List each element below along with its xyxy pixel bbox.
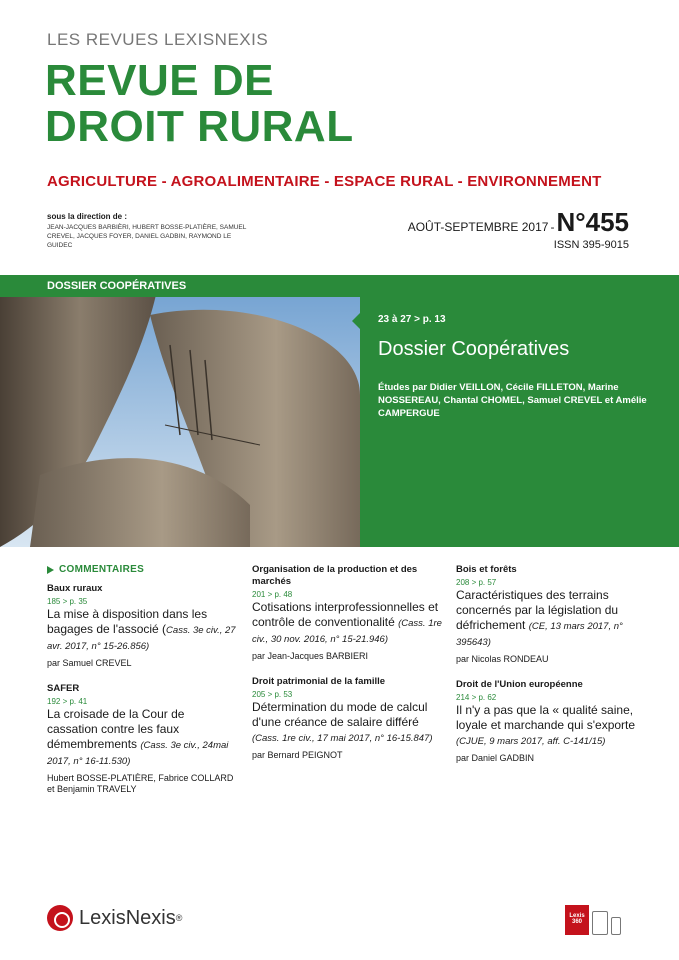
entry-ref: 208 > p. 57 <box>456 578 497 587</box>
devices-badge <box>565 905 621 935</box>
entry-author: par Nicolas RONDEAU <box>456 654 549 664</box>
entry-author: par Bernard PEIGNOT <box>252 750 343 760</box>
entry-author: Hubert BOSSE-PLATIÈRE, Fabrice COLLARD et Benjamin TRAVELY <box>47 773 234 794</box>
entry-title-text: Cotisations interprofessionnelles et contrôle de conventionalité <box>252 600 439 629</box>
direction-names: JEAN-JACQUES BARBIÈRI, HUBERT BOSSE-PLATIÈRE, SAMUEL CREVEL, JACQUES FOYER, DANIEL GADBIN, RAYMOND LE GUIDEC <box>47 224 247 249</box>
journal-title-line2: DROIT RURAL <box>45 102 354 151</box>
entry-author: par Daniel GADBIN <box>456 753 535 763</box>
tablet-icon <box>592 911 608 935</box>
direction-label: sous la direction de : <box>47 212 128 221</box>
entry-title <box>47 607 237 654</box>
entry-title-text: La croisade de la Cour de cassation contre les faux démembrements <box>47 707 185 751</box>
entry <box>252 676 442 761</box>
entry-ref: 214 > p. 62 <box>456 693 497 702</box>
journal-title-line1: REVUE DE <box>45 56 274 105</box>
issue-block <box>408 207 629 251</box>
issue-separator: - <box>550 220 555 234</box>
entry <box>47 583 237 669</box>
entry <box>47 683 237 795</box>
entry-title <box>252 600 442 647</box>
feature-panel <box>360 275 679 547</box>
box-label-1: Lexis <box>569 913 585 919</box>
entry-category: Organisation de la production et des marchés <box>252 564 418 587</box>
logo-text: LexisNexis <box>79 906 176 929</box>
entry-title <box>456 588 646 650</box>
entry-citation: (CJUE, 9 mars 2017, aff. C-141/15) <box>456 736 606 747</box>
journal-subtitle: AGRICULTURE - AGROALIMENTAIRE - ESPACE RURAL - ENVIRONNEMENT <box>47 173 602 190</box>
feature-block <box>0 275 679 547</box>
entry-citation: (Cass. 3e civ., 24mai 2017, n° 16-11.530) <box>47 740 229 767</box>
box-label-2: 360 <box>571 919 582 925</box>
entry-category: SAFER <box>47 683 80 694</box>
entry-category: Baux ruraux <box>47 583 103 594</box>
entry-author: par Jean-Jacques BARBIERI <box>252 651 369 661</box>
journal-title <box>45 58 354 150</box>
entry-ref: 185 > p. 35 <box>47 597 88 606</box>
entry-author: par Samuel CREVEL <box>47 658 132 668</box>
feature-heading: Dossier Coopératives <box>378 338 570 360</box>
column-2 <box>252 564 442 775</box>
series-label: LES REVUES LEXISNEXIS <box>47 30 269 49</box>
entry-ref: 201 > p. 48 <box>252 590 293 599</box>
entry-citation: Cass. 3e civ., 27 avr. 2017, n° 15-26.856) <box>47 625 236 652</box>
entry-title-text: Détermination du mode de calcul d'une créance de salaire différé <box>252 700 428 729</box>
entry-ref: 205 > p. 53 <box>252 690 293 699</box>
issue-row <box>408 207 629 238</box>
entry-title-text: Il n'y a pas que la « qualité saine, loyale et marchande qui s'exporte <box>456 703 636 732</box>
entry-ref: 192 > p. 41 <box>47 697 88 706</box>
entry <box>456 679 646 764</box>
entry-title <box>47 707 237 769</box>
column-1 <box>47 564 237 809</box>
entry-category: Bois et forêts <box>456 564 517 575</box>
issue-date: AOÛT-SEPTEMBRE 2017 <box>407 220 549 234</box>
entry-citation: (Cass. 1re civ., 17 mai 2017, n° 16-15.847) <box>252 733 433 744</box>
entry-title <box>456 703 646 749</box>
entry <box>456 564 646 665</box>
entry-title-text: La mise à disposition dans les bagages de l'associé ( <box>47 607 208 636</box>
cover-photo <box>0 275 360 547</box>
entry-category: Droit patrimonial de la famille <box>252 676 386 687</box>
publisher-logo <box>47 905 182 931</box>
entry-title-text: Caractéristiques des terrains concernés par la législation du défrichement <box>456 588 619 632</box>
logo-registered: ® <box>175 913 183 923</box>
issue-number: N°455 <box>556 207 629 237</box>
phone-icon <box>611 917 621 935</box>
triangle-icon <box>47 566 54 574</box>
lexisnexis-logo-icon <box>47 905 73 931</box>
entry-citation: (CE, 13 mars 2017, n° 395643) <box>456 621 623 648</box>
column-3 <box>456 564 646 778</box>
silos-photo <box>0 275 360 547</box>
section-heading <box>47 564 237 575</box>
lexis360-box-icon <box>565 905 589 935</box>
entry <box>252 564 442 662</box>
direction-block <box>47 212 247 250</box>
entry-title <box>252 700 442 746</box>
section-bar: DOSSIER COOPÉRATIVES <box>0 275 360 297</box>
entry-citation: (Cass. 1re civ., 30 nov. 2016, n° 15-21.946) <box>252 618 442 645</box>
feature-authors: Études par Didier VEILLON, Cécile FILLETON, Marine NOSSEREAU, Chantal CHOMEL, Samuel CREVEL et Amélie CAMPERGUE <box>378 382 647 419</box>
section-heading-label: COMMENTAIRES <box>59 564 145 575</box>
issn: ISSN 395-9015 <box>553 239 629 251</box>
feature-ref: 23 à 27 > p. 13 <box>378 314 446 325</box>
entry-category: Droit de l'Union européenne <box>456 679 583 690</box>
